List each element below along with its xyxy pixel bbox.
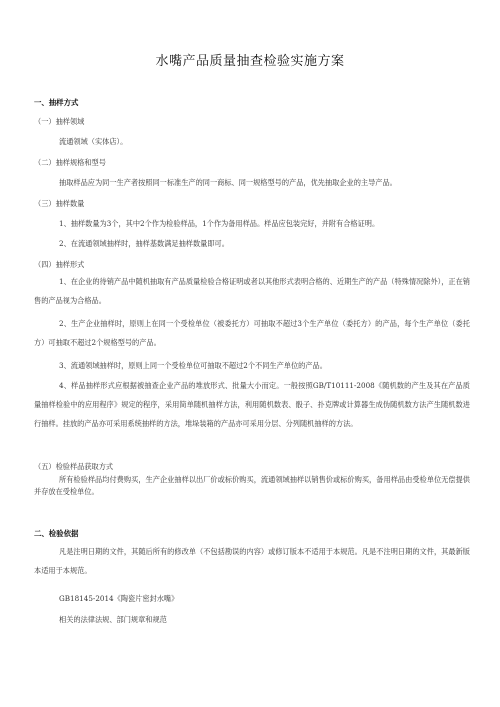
- page-title: 水嘴产品质量抽查检验实施方案: [155, 54, 345, 69]
- paragraph-inspection-basis-1: 凡是注明日期的文件，其随后所有的修改单（不包括勘误的内容）或修订版本不适用于本规范。凡是不注明日期的文件，其最新版本适用于本规范。: [34, 547, 470, 575]
- paragraph-sampling-quantity-1: 1、抽样数量为3个，其中2个作为检验样品，1个作为备用样品。样品应包装完好，并附有合格证明。: [59, 219, 380, 228]
- paragraph-sampling-field: 流通领域（实体店）。: [59, 137, 128, 146]
- paragraph-sampling-form-3: 3、流通领域抽样时，原则上同一个受检单位可抽取不超过2个不同生产单位的产品。: [59, 361, 327, 370]
- paragraph-sample-acquisition: 所有检验样品均付费购买，生产企业抽样以出厂价或标价购买，流通领域抽样以销售价或标价购买，备用样品由受检单位无偿提供并存放在受检单位。: [34, 475, 470, 496]
- paragraph-sampling-form-2: 2、生产企业抽样时，原则上在同一个受检单位（被委托方）可抽取不超过3个生产单位（委托方）的产品，每个生产单位（委托方）可抽取不超过2个规格型号的产品。: [34, 319, 470, 347]
- subheading-sampling-form: （四）抽样形式: [34, 260, 85, 269]
- paragraph-sampling-form-4: 4、样品抽样形式应根据被抽查企业产品的堆放形式、批量大小而定。一般按照GB/T10111-2008《随机数的产生及其在产品质量抽样检验中的应用程序》规定的程序，采用简单随机抽样方法，利用随机数表、骰子、扑克牌或计算器生成伪随机数方法产生随机数进行抽样。挂放的产品亦可采用系统抽样的方法，堆垛装箱的产品亦可采用分层、分列随机抽样的方法。: [34, 381, 470, 428]
- section-heading-inspection-basis: 二、检验依据: [34, 529, 79, 538]
- subheading-sampling-specs: （二）抽样规格和型号: [34, 158, 106, 167]
- paragraph-sampling-quantity-2: 2、在流通领域抽样时，抽样基数满足抽样数量即可。: [59, 239, 229, 248]
- paragraph-sampling-specs: 抽取样品应为同一生产者按照同一标准生产的同一商标、同一规格型号的产品，优先抽取企业的主导产品。: [59, 178, 397, 187]
- section-heading-sampling-method: 一、抽样方式: [34, 98, 79, 107]
- subheading-sampling-quantity: （三）抽样数量: [34, 199, 85, 208]
- paragraph-sampling-form-1: 1、在企业的待销产品中随机抽取有产品质量检验合格证明或者以其他形式表明合格的、近期生产的产品（特殊情况除外），正在销售的产品视为合格品。: [34, 277, 470, 305]
- subheading-sample-acquisition: （五）检验样品获取方式: [34, 462, 114, 471]
- subheading-sampling-field: （一）抽样领域: [34, 117, 85, 126]
- paragraph-standard-reference: GB18145-2014《陶瓷片密封水嘴》: [59, 594, 179, 603]
- paragraph-related-regulations: 相关的法律法规、部门规章和规范: [59, 615, 167, 624]
